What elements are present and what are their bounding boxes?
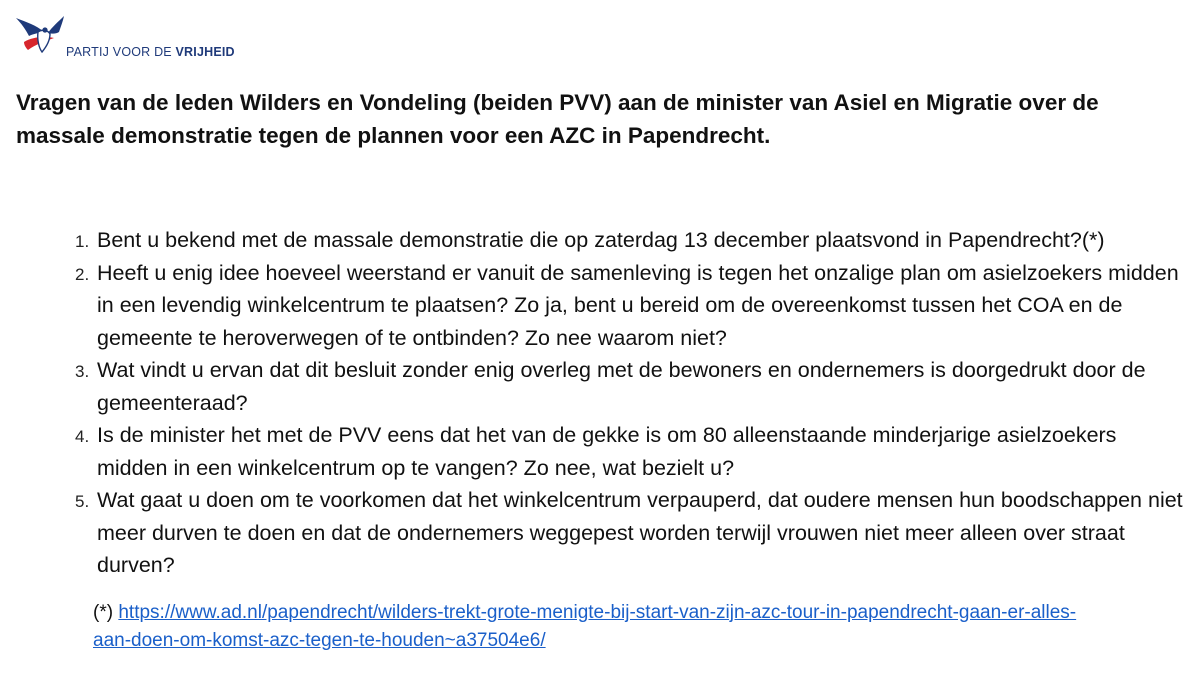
question-text: Is de minister het met de PVV eens dat het van de gekke is om 80 alleenstaande minderjarige asielzoekers midden in een winkelcentrum op te vangen? Zo nee, wat bezielt u?	[97, 423, 1117, 480]
question-number: 3.	[75, 362, 90, 381]
footnote	[93, 599, 1103, 655]
footnote-marker: (*)	[93, 602, 114, 623]
question-text: Heeft u enig idee hoeveel weerstand er vanuit de samenleving is tegen het onzalige plan om asielzoekers midden in een levendig winkelcentrum te plaatsen? Zo ja, bent u bereid om de overeenkomst tussen het COA en de gemeente te heroverwegen of te ontbinden? Zo nee waarom niet?	[97, 260, 1179, 350]
question-item	[75, 419, 1187, 484]
question-item	[75, 484, 1187, 582]
question-number: 5.	[75, 492, 90, 511]
document-title: Vragen van de leden Wilders en Vondeling (beiden PVV) aan de minister van Asiel en Migratie over de massale demonstratie tegen de plannen voor een AZC in Papendrecht.	[16, 90, 1099, 148]
question-number: 2.	[75, 264, 90, 284]
question-number: 1.	[75, 232, 90, 251]
question-text: Wat vindt u ervan dat dit besluit zonder enig overleg met de bewoners en ondernemers is doorgedrukt door de gemeenteraad?	[97, 358, 1146, 415]
party-name-bold: VRIJHEID	[175, 45, 235, 59]
question-item	[75, 354, 1187, 419]
question-item	[75, 224, 1187, 257]
question-number: 4.	[75, 427, 90, 446]
question-text: Bent u bekend met de massale demonstratie die op zaterdag 13 december plaatsvond in Papendrecht?(*)	[97, 228, 1105, 252]
party-logo	[14, 12, 244, 62]
question-list	[75, 224, 1187, 582]
party-name	[66, 45, 235, 59]
source-link[interactable]: https://www.ad.nl/papendrecht/wilders-trekt-grote-menigte-bij-start-van-zijn-azc-tour-in-papendrecht-gaan-er-alles-aan-doen-om-komst-azc-tegen-te-houden~a37504e6/	[93, 602, 1077, 651]
seagull-icon	[14, 12, 66, 58]
question-item	[75, 257, 1187, 355]
party-name-light: PARTIJ VOOR DE	[66, 45, 172, 59]
question-text: Wat gaat u doen om te voorkomen dat het winkelcentrum verpauperd, dat oudere mensen hun boodschappen niet meer durven te doen en dat de ondernemers weggepest worden terwijl vrouwen niet meer alleen over straat durven?	[97, 488, 1183, 577]
